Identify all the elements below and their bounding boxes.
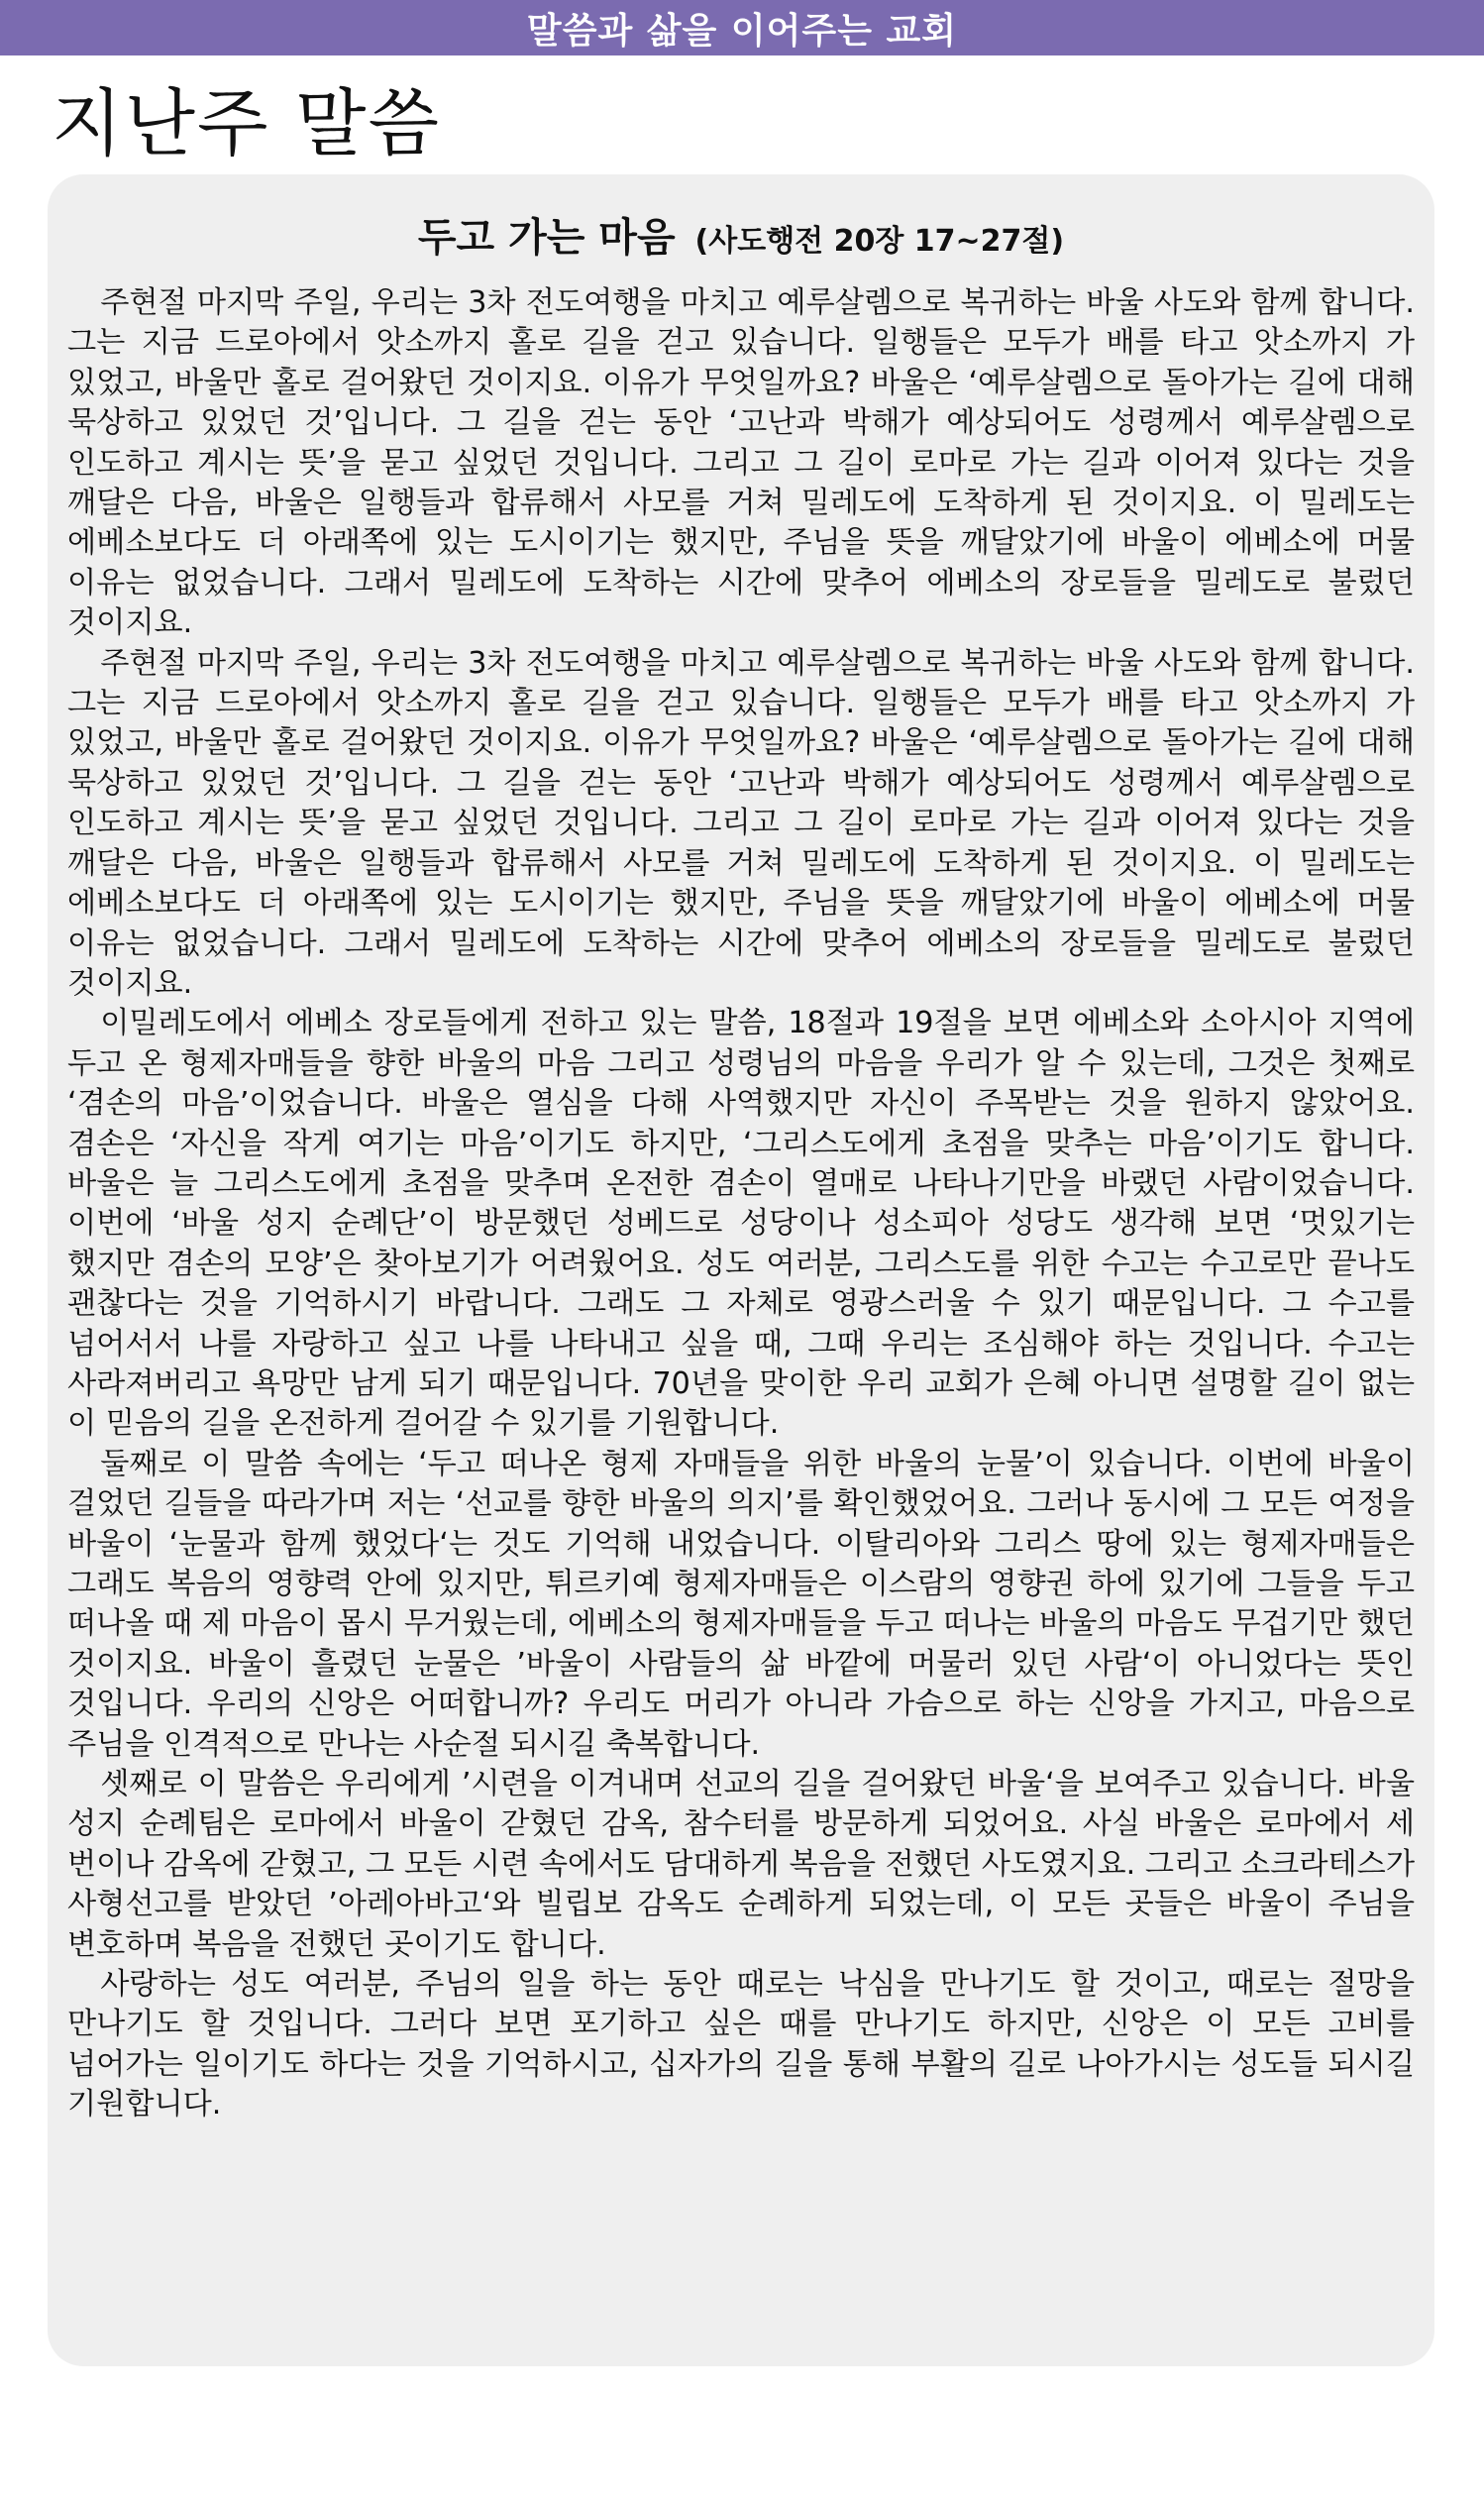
sermon-paragraph-4: 둘째로 이 말씀 속에는 ‘두고 떠나온 형제 자매들을 위한 바울의 눈물’이 있습니다. 이번에 바울이 걸었던 길들을 따라가며 저는 ‘선교를 향한 바울의 의지’를 확인했었어요. 그러나 동시에 그 모든 여정을 바울이 ‘눈물과 함께 했었다‘는 것도 기억해 내었습니다. 이탈리아와 그리스 땅에 있는 형제자매들은 그래도 복음의 영향력 안에 있지만, 튀르키예 형제자매들은 이스람의 영향권 하에 있기에 그들을 두고 떠나올 때 제 마음이 몹시 무거웠는데, 에베소의 형제자매들을 두고 떠나는 바울의 마음도 무겁기만 했던 것이지요. 바울이 흘렸던 눈물은 ’바울이 사람들의 삶 바깥에 머물러 있던 사람‘이 아니었다는 뜻인 것입니다. 우리의 신앙은 어떠합니까? 우리도 머리가 아니라 가슴으로 하는 신앙을 가지고, 마음으로 주님을 인격적으로 만나는 사순절 되시길 축복합니다. [67, 1446, 1415, 1762]
sermon-paragraph-2: 주현절 마지막 주일, 우리는 3차 전도여행을 마치고 예루살렘으로 복귀하는 바울 사도와 함께 합니다. 그는 지금 드로아에서 앗소까지 홀로 길을 걷고 있습니다. 일행들은 모두가 배를 타고 앗소까지 가 있었고, 바울만 홀로 걸어왔던 것이지요. 이유가 무엇일까요? 바울은 ‘예루살렘으로 돌아가는 길에 대해 묵상하고 있었던 것’입니다. 그 길을 걷는 동안 ‘고난과 박해가 예상되어도 성령께서 예루살렘으로 인도하고 계시는 뜻’을 묻고 싶었던 것입니다. 그리고 그 길이 로마로 가는 길과 이어져 있다는 것을 깨달은 다음, 바울은 일행들과 합류해서 사모를 거쳐 밀레도에 도착하게 된 것이지요. 이 밀레도는 에베소보다도 더 아래쪽에 있는 도시이기는 했지만, 주님을 뜻을 깨달았기에 바울이 에베소에 머물 이유는 없었습니다. 그래서 밀레도에 도착하는 시간에 맞추어 에베소의 장로들을 밀레도로 불렀던 것이지요. [67, 645, 1415, 1001]
sermon-paragraph-5: 셋째로 이 말씀은 우리에게 ’시련을 이겨내며 선교의 길을 걸어왔던 바울‘을 보여주고 있습니다. 바울 성지 순례팀은 로마에서 바울이 갇혔던 감옥, 참수터를 방문하게 되었어요. 사실 바울은 로마에서 세 번이나 감옥에 갇혔고, 그 모든 시련 속에서도 담대하게 복음을 전했던 사도였지요. 그리고 소크라테스가 사형선고를 받았던 ’아레아바고‘와 빌립보 감옥도 순례하게 되었는데, 이 모든 곳들은 바울이 주님을 변호하며 복음을 전했던 곳이기도 합니다. [67, 1767, 1415, 1962]
page-title: 지난주 말씀 [52, 81, 441, 166]
sermon-title [48, 206, 1434, 263]
scripture-reference: (사도행전 20장 17~27절) [694, 224, 1065, 259]
sermon-card [48, 174, 1434, 2366]
sermon-paragraph-1: 주현절 마지막 주일, 우리는 3차 전도여행을 마치고 예루살렘으로 복귀하는 바울 사도와 함께 합니다. 그는 지금 드로아에서 앗소까지 홀로 길을 걷고 있습니다. 일행들은 모두가 배를 타고 앗소까지 가 있었고, 바울만 홀로 걸어왔던 것이지요. 이유가 무엇일까요? 바울은 ‘예루살렘으로 돌아가는 길에 대해 묵상하고 있었던 것’입니다. 그 길을 걷는 동안 ‘고난과 박해가 예상되어도 성령께서 예루살렘으로 인도하고 계시는 뜻’을 묻고 싶었던 것입니다. 그리고 그 길이 로마로 가는 길과 이어져 있다는 것을 깨달은 다음, 바울은 일행들과 합류해서 사모를 거쳐 밀레도에 도착하게 된 것이지요. 이 밀레도는 에베소보다도 더 아래쪽에 있는 도시이기는 했지만, 주님을 뜻을 깨달았기에 바울이 에베소에 머물 이유는 없었습니다. 그래서 밀레도에 도착하는 시간에 맞추어 에베소의 장로들을 밀레도로 불렀던 것이지요. [67, 285, 1415, 641]
sermon-paragraph-3: 이밀레도에서 에베소 장로들에게 전하고 있는 말씀, 18절과 19절을 보면 에베소와 소아시아 지역에 두고 온 형제자매들을 향한 바울의 마음 그리고 성령님의 마음을 우리가 알 수 있는데, 그것은 첫째로 ‘겸손의 마음’이었습니다. 바울은 열심을 다해 사역했지만 자신이 주목받는 것을 원하지 않았어요. 겸손은 ‘자신을 작게 여기는 마음’이기도 하지만, ‘그리스도에게 초점을 맞추는 마음’이기도 합니다. 바울은 늘 그리스도에게 초점을 맞추며 온전한 겸손이 열매로 나타나기만을 바랬던 사람이었습니다. 이번에 ‘바울 성지 순례단’이 방문했던 성베드로 성당이나 성소피아 성당도 생각해 보면 ‘멋있기는 했지만 겸손의 모양’은 찾아보기가 어려웠어요. 성도 여러분, 그리스도를 위한 수고는 수고로만 끝나도 괜찮다는 것을 기억하시기 바랍니다. 그래도 그 자체로 영광스러울 수 있기 때문입니다. 그 수고를 넘어서서 나를 자랑하고 싶고 나를 나타내고 싶을 때, 그때 우리는 조심해야 하는 것입니다. 수고는 사라져버리고 욕망만 남게 되기 때문입니다. 70년을 맞이한 우리 교회가 은혜 아니면 설명할 길이 없는 이 믿음의 길을 온전하게 걸어갈 수 있기를 기원합니다. [67, 1006, 1415, 1442]
sermon-paragraph-6: 사랑하는 성도 여러분, 주님의 일을 하는 동안 때로는 낙심을 만나기도 할 것이고, 때로는 절망을 만나기도 할 것입니다. 그러다 보면 포기하고 싶은 때를 만나기도 하지만, 신앙은 이 모든 고비를 넘어가는 일이기도 하다는 것을 기억하시고, 십자가의 길을 통해 부활의 길로 나아가시는 성도들 되시길 기원합니다. [67, 1967, 1416, 2123]
church-slogan: 말씀과 삶을 이어주는 교회 [526, 10, 958, 52]
church-banner [0, 0, 1484, 55]
sermon-body [67, 283, 1415, 2125]
sermon-title-text: 두고 가는 마음 [417, 215, 676, 261]
